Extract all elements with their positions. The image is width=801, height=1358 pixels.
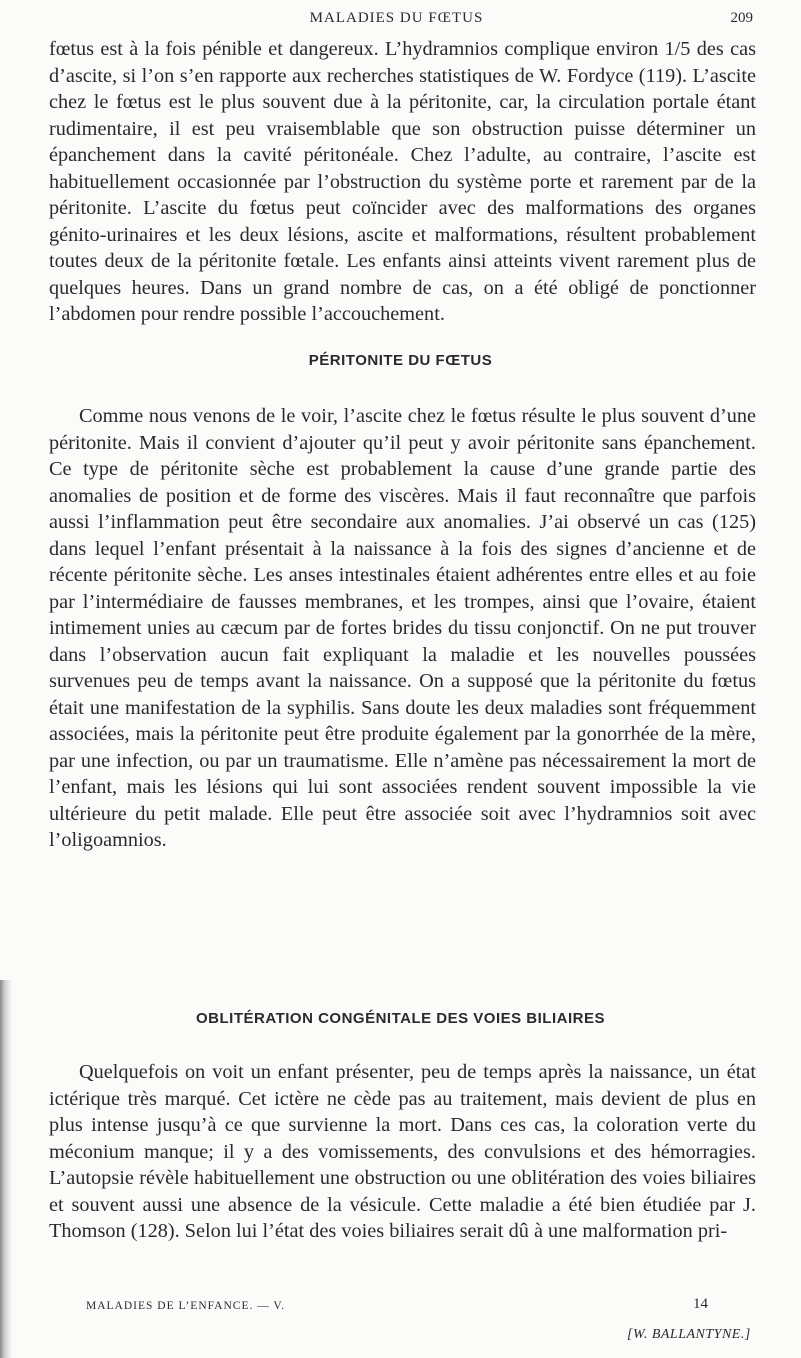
- author-credit: [W. BALLANTYNE.]: [627, 1327, 751, 1342]
- running-head: [40, 6, 753, 32]
- section-heading-peritonite: PÉRITONITE DU FŒTUS: [308, 352, 493, 369]
- page-number: 209: [730, 10, 753, 26]
- section-heading-obliteration: OBLITÉRATION CONGÉNITALE DES VOIES BILIAIRES: [196, 1010, 605, 1027]
- intro-paragraph: [49, 36, 756, 328]
- peritonite-paragraph: [49, 403, 756, 854]
- sheet-number: 14: [693, 1296, 708, 1312]
- paragraph-text: Quelquefois on voit un enfant présenter, peu de temps après la naissance, un état ictérique très marqué. Cet ictère ne cède pas au traitement, mais devient de plus en plus intense jusqu’à ce que survienne la mort. Dans ces cas, la coloration verte du méconium manque; il y a des vomissements, des convulsions et des hémorragies. L’autopsie révèle habituellement une obstruction ou une oblitération des voies biliaires et souvent aussi une absence de la vésicule. Cette maladie a été bien étudiée par J. Thomson (128). Selon lui l’état des voies biliaires serait dû à une malformation pri-: [49, 1061, 756, 1242]
- paragraph-text: fœtus est à la fois pénible et dangereux. L’hydramnios complique environ 1/5 des cas d’ascite, si l’on s’en rapporte aux recherches statistiques de W. Fordyce (119). L’ascite chez le fœtus est le plus souvent due à la péritonite, car, la circulation portale étant rudimentaire, il est peu vraisemblable que son obstruction puisse déterminer un épanchement dans la cavité péritonéale. Chez l’adulte, au contraire, l’ascite est habituellement occasionnée par l’obstruction du système porte et rarement par de la péritonite. L’ascite du fœtus peut coïncider avec des malformations des organes génito-urinaires et les deux lésions, ascite et malformations, résultent probablement toutes deux de la péritonite fœtale. Les enfants ainsi atteints vivent rarement plus de quelques heures. Dans un grand nombre de cas, on a été obligé de ponctionner l’abdomen pour rendre possible l’accouchement.: [49, 38, 756, 325]
- binding-shadow: [0, 980, 12, 1358]
- signature-mark: MALADIES DE L’ENFANCE. — V.: [86, 1300, 286, 1312]
- paragraph-text: Comme nous venons de le voir, l’ascite chez le fœtus résulte le plus souvent d’une péritonite. Mais il convient d’ajouter qu’il peut y avoir péritonite sans épanchement. Ce type de péritonite sèche est probablement la cause d’une grande partie des anomalies de position et de forme des viscères. Mais il faut reconnaître que parfois aussi l’inflammation peut être secondaire aux anomalies. J’ai observé un cas (125) dans lequel l’enfant présentait à la naissance à la fois des signes d’ancienne et de récente péritonite sèche. Les anses intestinales étaient adhérentes entre elles et au foie par l’intermédiaire de fausses membranes, et les trompes, ainsi que l’ovaire, étaient intimement unies au cæcum par de fortes brides du tissu conjonctif. On ne put trouver dans l’observation aucun fait expliquant la maladie et les nouvelles poussées survenues peu de temps avant la naissance. On a supposé que la péritonite du fœtus était une manifestation de la syphilis. Sans doute les deux maladies sont fréquemment associées, mais la péritonite peut être produite également par la gonorrhée de la mère, par une infection, ou par un traumatisme. Elle n’amène pas nécessairement la mort de l’enfant, mais les lésions qui lui sont associées rendent souvent impossible la vie ultérieure du petit malade. Elle peut être associée soit avec l’hydramnios soit avec l’oligoamnios.: [49, 405, 756, 851]
- running-title: MALADIES DU FŒTUS: [309, 10, 484, 26]
- obliteration-paragraph: [49, 1059, 756, 1245]
